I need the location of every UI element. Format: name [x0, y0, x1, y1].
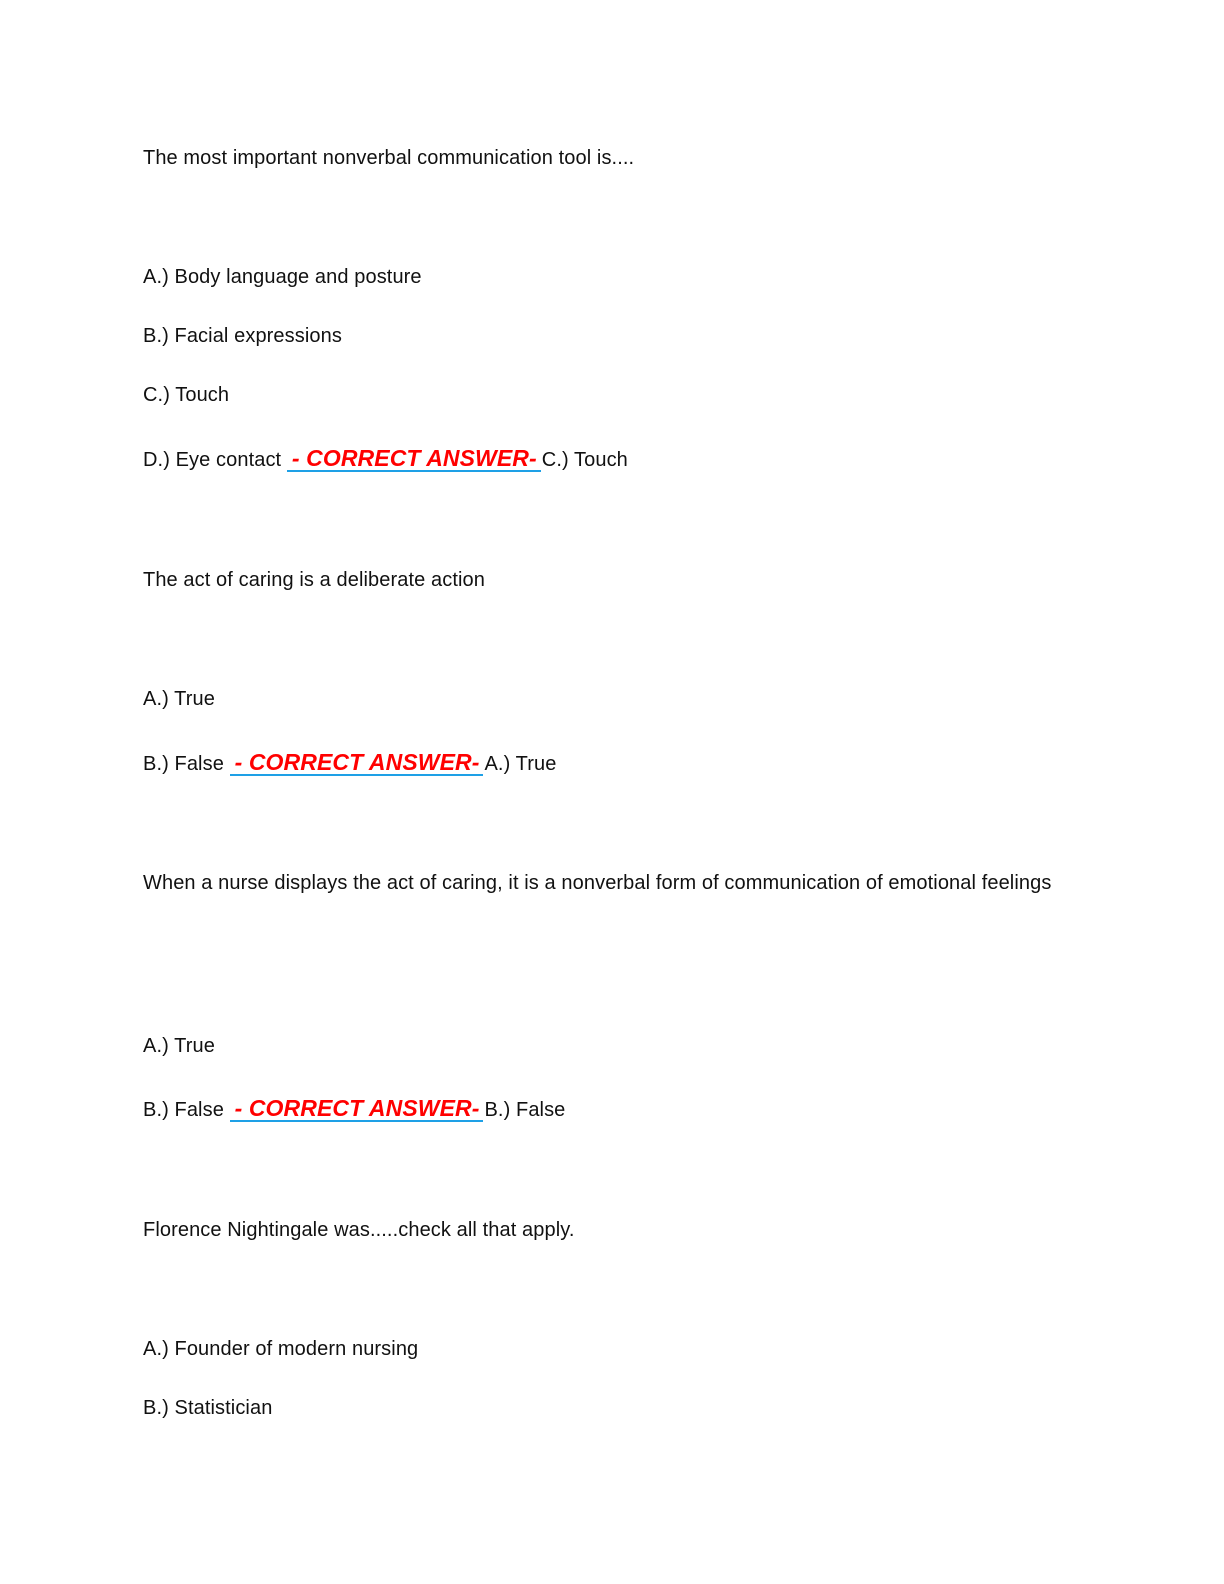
- question-3-answer-line: [143, 1096, 565, 1122]
- question-4-option-a: A.) Founder of modern nursing: [143, 1338, 419, 1360]
- question-2-prompt: The act of caring is a deliberate action: [143, 569, 485, 591]
- question-2-option-a: A.) True: [143, 688, 215, 710]
- question-1-answer: C.) Touch: [541, 449, 628, 471]
- question-2-option-b: B.) False: [143, 753, 224, 775]
- question-1-prompt: The most important nonverbal communication tool is....: [143, 147, 635, 169]
- correct-answer-marker: - CORRECT ANSWER-: [287, 446, 541, 472]
- question-2-answer: A.) True: [484, 753, 557, 775]
- question-3-answer: B.) False: [484, 1099, 566, 1121]
- question-1-option-b: B.) Facial expressions: [143, 325, 342, 347]
- question-3-option-a: A.) True: [143, 1035, 215, 1057]
- question-4-prompt: Florence Nightingale was.....check all that apply.: [143, 1219, 575, 1241]
- question-1-option-d: D.) Eye contact: [143, 449, 282, 471]
- correct-answer-marker: - CORRECT ANSWER-: [230, 1096, 484, 1122]
- question-4-option-b: B.) Statistician: [143, 1397, 273, 1419]
- question-3-prompt: When a nurse displays the act of caring, it is a nonverbal form of communication of emotional feelings: [143, 872, 1052, 894]
- question-3-option-b: B.) False: [143, 1099, 224, 1121]
- question-1-option-c: C.) Touch: [143, 384, 230, 406]
- question-1-answer-line: [143, 446, 628, 472]
- correct-answer-marker: - CORRECT ANSWER-: [230, 750, 484, 776]
- question-2-answer-line: [143, 750, 556, 776]
- question-1-option-a: A.) Body language and posture: [143, 266, 422, 288]
